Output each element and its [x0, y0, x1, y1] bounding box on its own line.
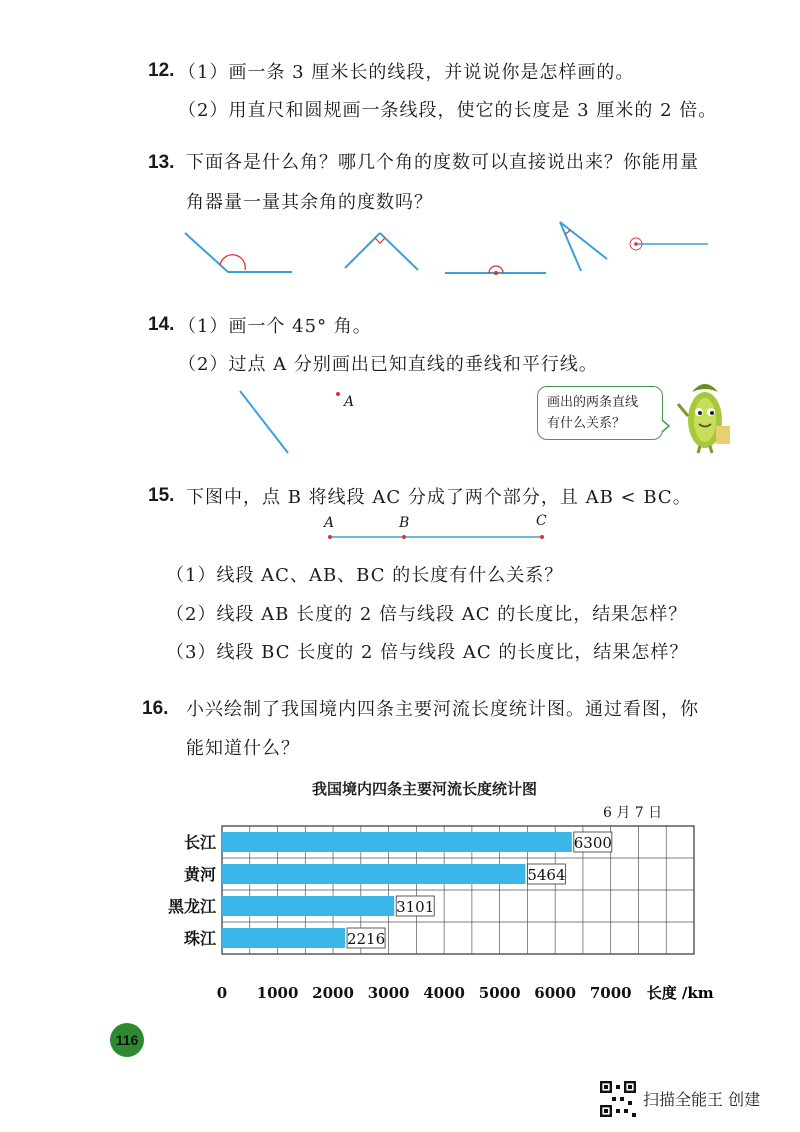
point-a-dot [328, 535, 332, 539]
hint-line-2: 有什么关系？ [547, 416, 626, 431]
label-a: A [324, 515, 335, 531]
x-axis-label: 长度 /km [646, 984, 714, 1002]
question-14-part-2: （2）过点 A 分别画出已知直线的垂线和平行线。 [178, 354, 598, 375]
value-label: 2216 [346, 930, 386, 948]
question-13-number: 13. [148, 152, 175, 173]
x-tick-label: 0 [216, 984, 228, 1002]
x-tick-label: 5000 [478, 984, 521, 1002]
category-label: 长江 [183, 833, 216, 852]
question-13-line-1: 下面各是什么角？哪几个角的度数可以直接说出来？你能用量 [186, 152, 699, 173]
point-b-dot [402, 535, 406, 539]
hint-speech-bubble [537, 386, 663, 440]
segment-ac-figure [300, 510, 560, 550]
point-c-dot [540, 535, 544, 539]
scanner-watermark: 扫描全能王 创建 [643, 1090, 761, 1109]
value-label: 5464 [527, 866, 566, 884]
question-15-part-2: （2）线段 AB 长度的 2 倍与线段 AC 的长度比，结果怎样？ [166, 604, 688, 625]
question-14-number: 14. [148, 314, 175, 335]
river-length-bar-chart [150, 818, 730, 1008]
question-16-number: 16. [142, 698, 169, 719]
point-a [336, 392, 340, 396]
chart-title: 我国境内四条主要河流长度统计图 [312, 781, 538, 798]
x-tick-labels [217, 984, 632, 1002]
question-15-part-1: （1）线段 AC、AB、BC 的长度有什么关系？ [166, 565, 564, 586]
x-tick-label: 1000 [256, 984, 299, 1002]
chart-date: 6 月 7 日 [603, 805, 663, 821]
given-line [240, 391, 288, 453]
question-12-part-1: （1）画一条 3 厘米长的线段，并说说你是怎样画的。 [178, 62, 635, 83]
page-number: 116 [110, 1023, 144, 1057]
bar-2 [222, 864, 525, 884]
hint-line-1: 画出的两条直线 [547, 395, 639, 410]
x-tick-label: 4000 [423, 984, 465, 1002]
question-12-number: 12. [148, 60, 175, 81]
value-label: 6300 [573, 834, 612, 852]
question-15-stem: 下图中，点 B 将线段 AC 分成了两个部分，且 AB < BC。 [186, 487, 692, 508]
question-16-line-1: 小兴绘制了我国境内四条主要河流长度统计图。通过看图，你 [186, 699, 699, 720]
category-label: 黄河 [183, 865, 216, 884]
question-15-number: 15. [148, 485, 175, 506]
category-label: 珠江 [183, 929, 216, 948]
question-13-line-2: 角器量一量其余角的度数吗？ [186, 192, 433, 213]
category-labels [168, 833, 217, 948]
x-tick-label: 7000 [589, 984, 632, 1002]
bubble-tail [660, 420, 670, 434]
question-15-part-3: （3）线段 BC 长度的 2 倍与线段 AC 的长度比，结果怎样？ [166, 642, 689, 663]
value-label: 3101 [396, 898, 435, 916]
x-tick-label: 2000 [312, 984, 354, 1002]
bar-1 [222, 832, 572, 852]
question-12-part-2: （2）用直尺和圆规画一条线段，使它的长度是 3 厘米的 2 倍。 [178, 100, 718, 121]
x-tick-label: 6000 [534, 984, 577, 1002]
x-tick-label: 3000 [367, 984, 410, 1002]
label-c: C [536, 513, 547, 529]
mascot-illustration [672, 376, 736, 454]
label-b: B [399, 515, 410, 531]
bar-4 [222, 928, 345, 948]
category-label: 黑龙江 [167, 897, 216, 916]
question-14-part-1: （1）画一个 45° 角。 [178, 316, 372, 337]
qr-code-icon [600, 1081, 636, 1117]
bar-3 [222, 896, 394, 916]
point-a-label: A [344, 394, 355, 410]
question-16-line-2: 能知道什么？ [186, 738, 300, 759]
